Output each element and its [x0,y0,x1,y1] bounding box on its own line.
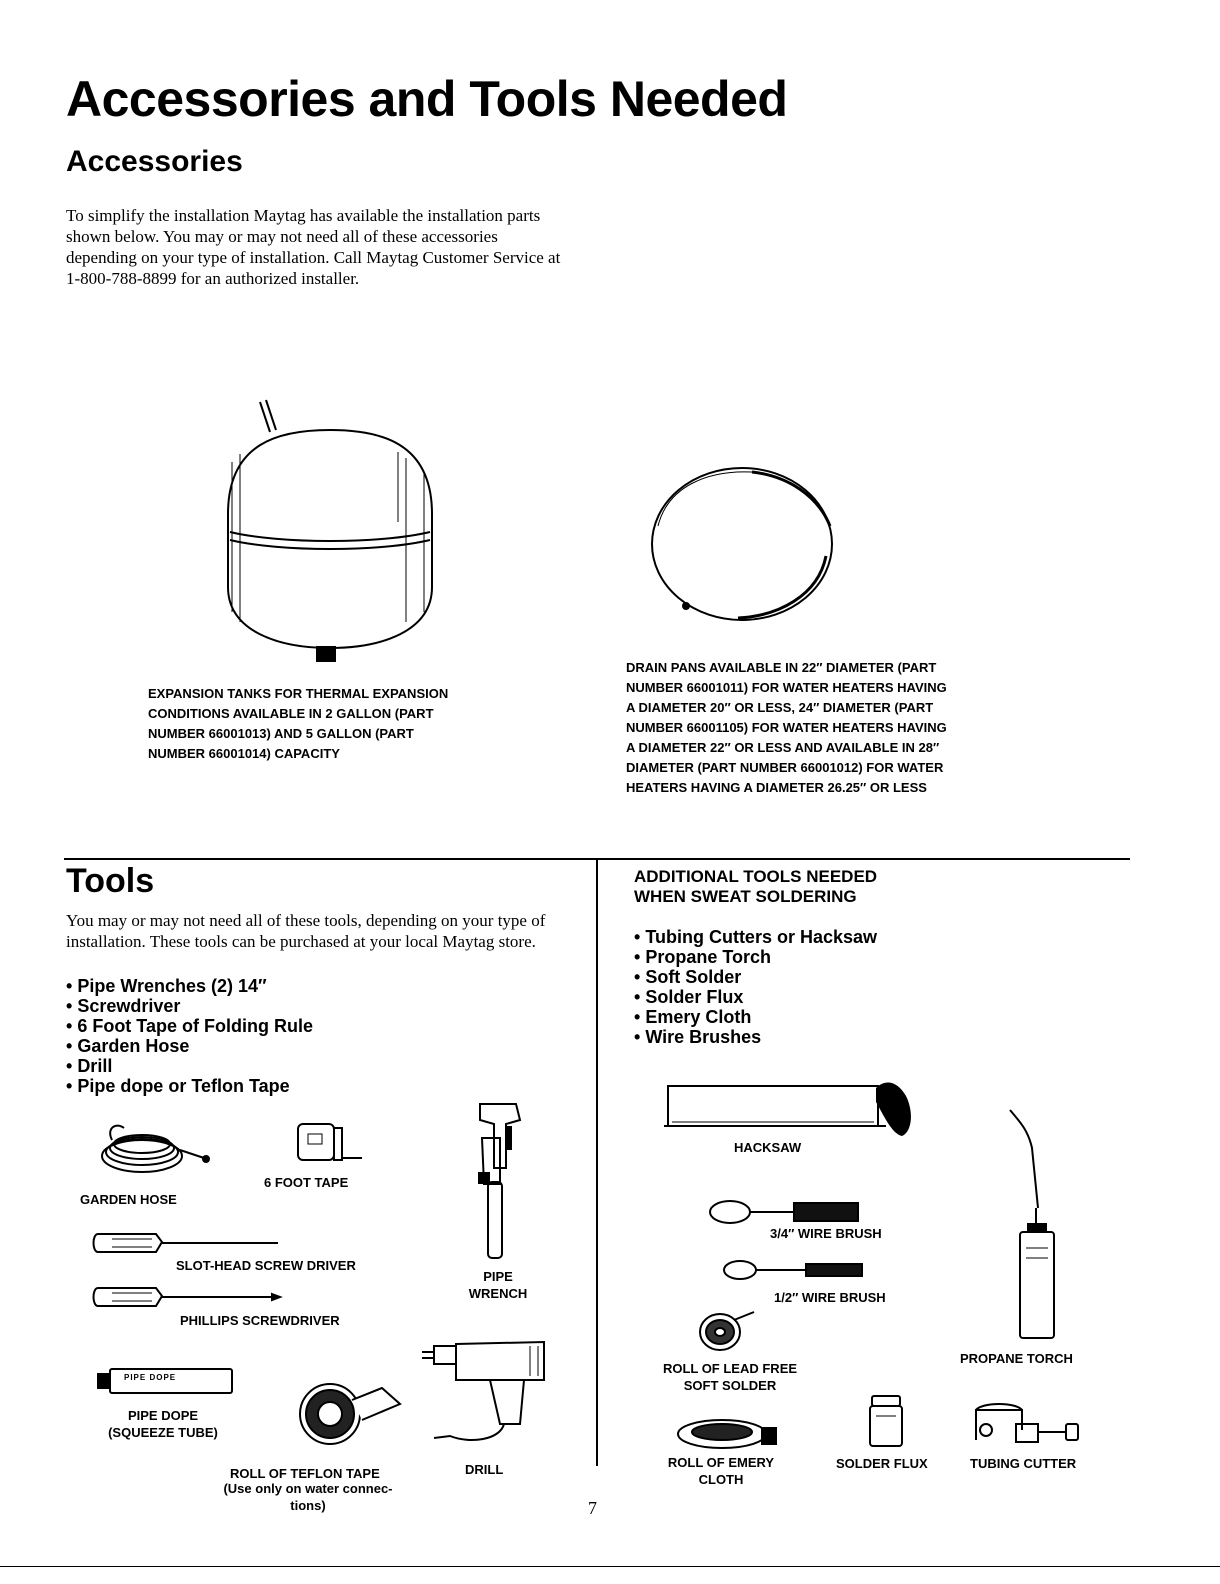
tape-measure-icon [296,1120,366,1170]
hacksaw-icon [662,1072,922,1140]
list-item: • Drill [66,1056,313,1076]
propane-torch-label: PROPANE TORCH [960,1351,1073,1366]
drain-pan-caption: DRAIN PANS AVAILABLE IN 22″ DIAMETER (PART NUMBER 66001011) FOR WATER HEATERS HAVING A DIAMETER 20″ OR LESS, 24″ DIAMETER (PART NUMBER 66001105) FOR WATER HEATERS HAVING A DIAMETER 22″ OR LESS AND AVAILABLE IN 28″ DIAMETER (PART NUMBER 66001012) FOR WATER HEATERS HAVING A DIAMETER 26.25″ OR LESS [626,660,947,795]
bottom-rule [0,1566,1220,1567]
slot-screwdriver-icon [92,1230,282,1256]
wire-brush-small-icon [720,1256,870,1282]
list-item: • Soft Solder [634,967,877,987]
list-item: • 6 Foot Tape of Folding Rule [66,1016,313,1036]
teflon-tape-note: (Use only on water connec- tions) [223,1481,393,1513]
garden-hose-label: GARDEN HOSE [80,1192,177,1207]
tubing-cutter-label: TUBING CUTTER [970,1456,1077,1471]
accessories-intro: To simplify the installation Maytag has available the installation parts shown below. You may or may not need all of these accessories depending on your type of installation. Call Maytag Customer Service at 1-800-788-8899 for an authorized installer. [66,206,561,288]
list-item: • Pipe Wrenches (2) 14″ [66,976,313,996]
list-item: • Garden Hose [66,1036,313,1056]
column-divider [596,858,598,1466]
list-item: • Propane Torch [634,947,877,967]
drain-pan-icon [648,466,838,626]
list-item: • Solder Flux [634,987,877,1007]
solder-roll-label: ROLL OF LEAD FREE SOFT SOLDER [662,1361,798,1393]
list-item: • Screwdriver [66,996,313,1016]
propane-torch-icon [1006,1108,1066,1340]
emery-cloth-icon [676,1412,780,1452]
pipe-dope-tube-icon [96,1366,236,1396]
list-item: • Wire Brushes [634,1027,877,1047]
expansion-tank-icon [220,392,440,668]
list-item: • Emery Cloth [634,1007,877,1027]
pipe-wrench-label: PIPE WRENCH [468,1269,528,1301]
additional-tools-list [634,927,877,1047]
tools-heading: Tools [66,862,155,900]
list-item: • Tubing Cutters or Hacksaw [634,927,877,947]
tubing-cutter-icon [972,1400,1082,1448]
garden-hose-icon [96,1120,216,1180]
wire-brush-small-label: 1/2″ WIRE BRUSH [774,1290,886,1305]
phillips-screwdriver-label: PHILLIPS SCREWDRIVER [180,1313,340,1328]
page-number: 7 [588,1498,597,1518]
slot-screwdriver-label: SLOT-HEAD SCREW DRIVER [176,1258,356,1273]
accessories-heading: Accessories [66,145,243,178]
page-title: Accessories and Tools Needed [66,71,788,127]
tools-list [66,976,313,1096]
pipe-dope-label: PIPE DOPE (SQUEEZE TUBE) [108,1408,218,1440]
wire-brush-large-label: 3/4″ WIRE BRUSH [770,1226,882,1241]
emery-cloth-label: ROLL OF EMERY CLOTH [667,1455,775,1487]
wire-brush-large-icon [706,1196,866,1226]
drill-icon [420,1340,550,1456]
solder-roll-icon [694,1308,758,1358]
solder-flux-label: SOLDER FLUX [836,1456,928,1471]
list-item: • Pipe dope or Teflon Tape [66,1076,313,1096]
pipe-wrench-icon [470,1098,530,1262]
additional-tools-heading: ADDITIONAL TOOLS NEEDED WHEN SWEAT SOLDERING [634,867,878,906]
drill-label: DRILL [465,1462,504,1477]
teflon-tape-label: ROLL OF TEFLON TAPE [230,1466,380,1481]
tape-label: 6 FOOT TAPE [264,1175,349,1190]
teflon-tape-icon [296,1380,406,1446]
tools-intro: You may or may not need all of these tools, depending on your type of installation. These tools can be purchased at your local Maytag store. [66,911,546,951]
hacksaw-label: HACKSAW [734,1140,802,1155]
solder-flux-icon [866,1394,906,1450]
phillips-screwdriver-icon [92,1284,282,1310]
expansion-tank-caption: EXPANSION TANKS FOR THERMAL EXPANSION CONDITIONS AVAILABLE IN 2 GALLON (PART NUMBER 66001013) AND 5 GALLON (PART NUMBER 66001014) CAPACITY [148,686,449,761]
pipe-dope-tube-text: PIPE DOPE [124,1373,177,1382]
